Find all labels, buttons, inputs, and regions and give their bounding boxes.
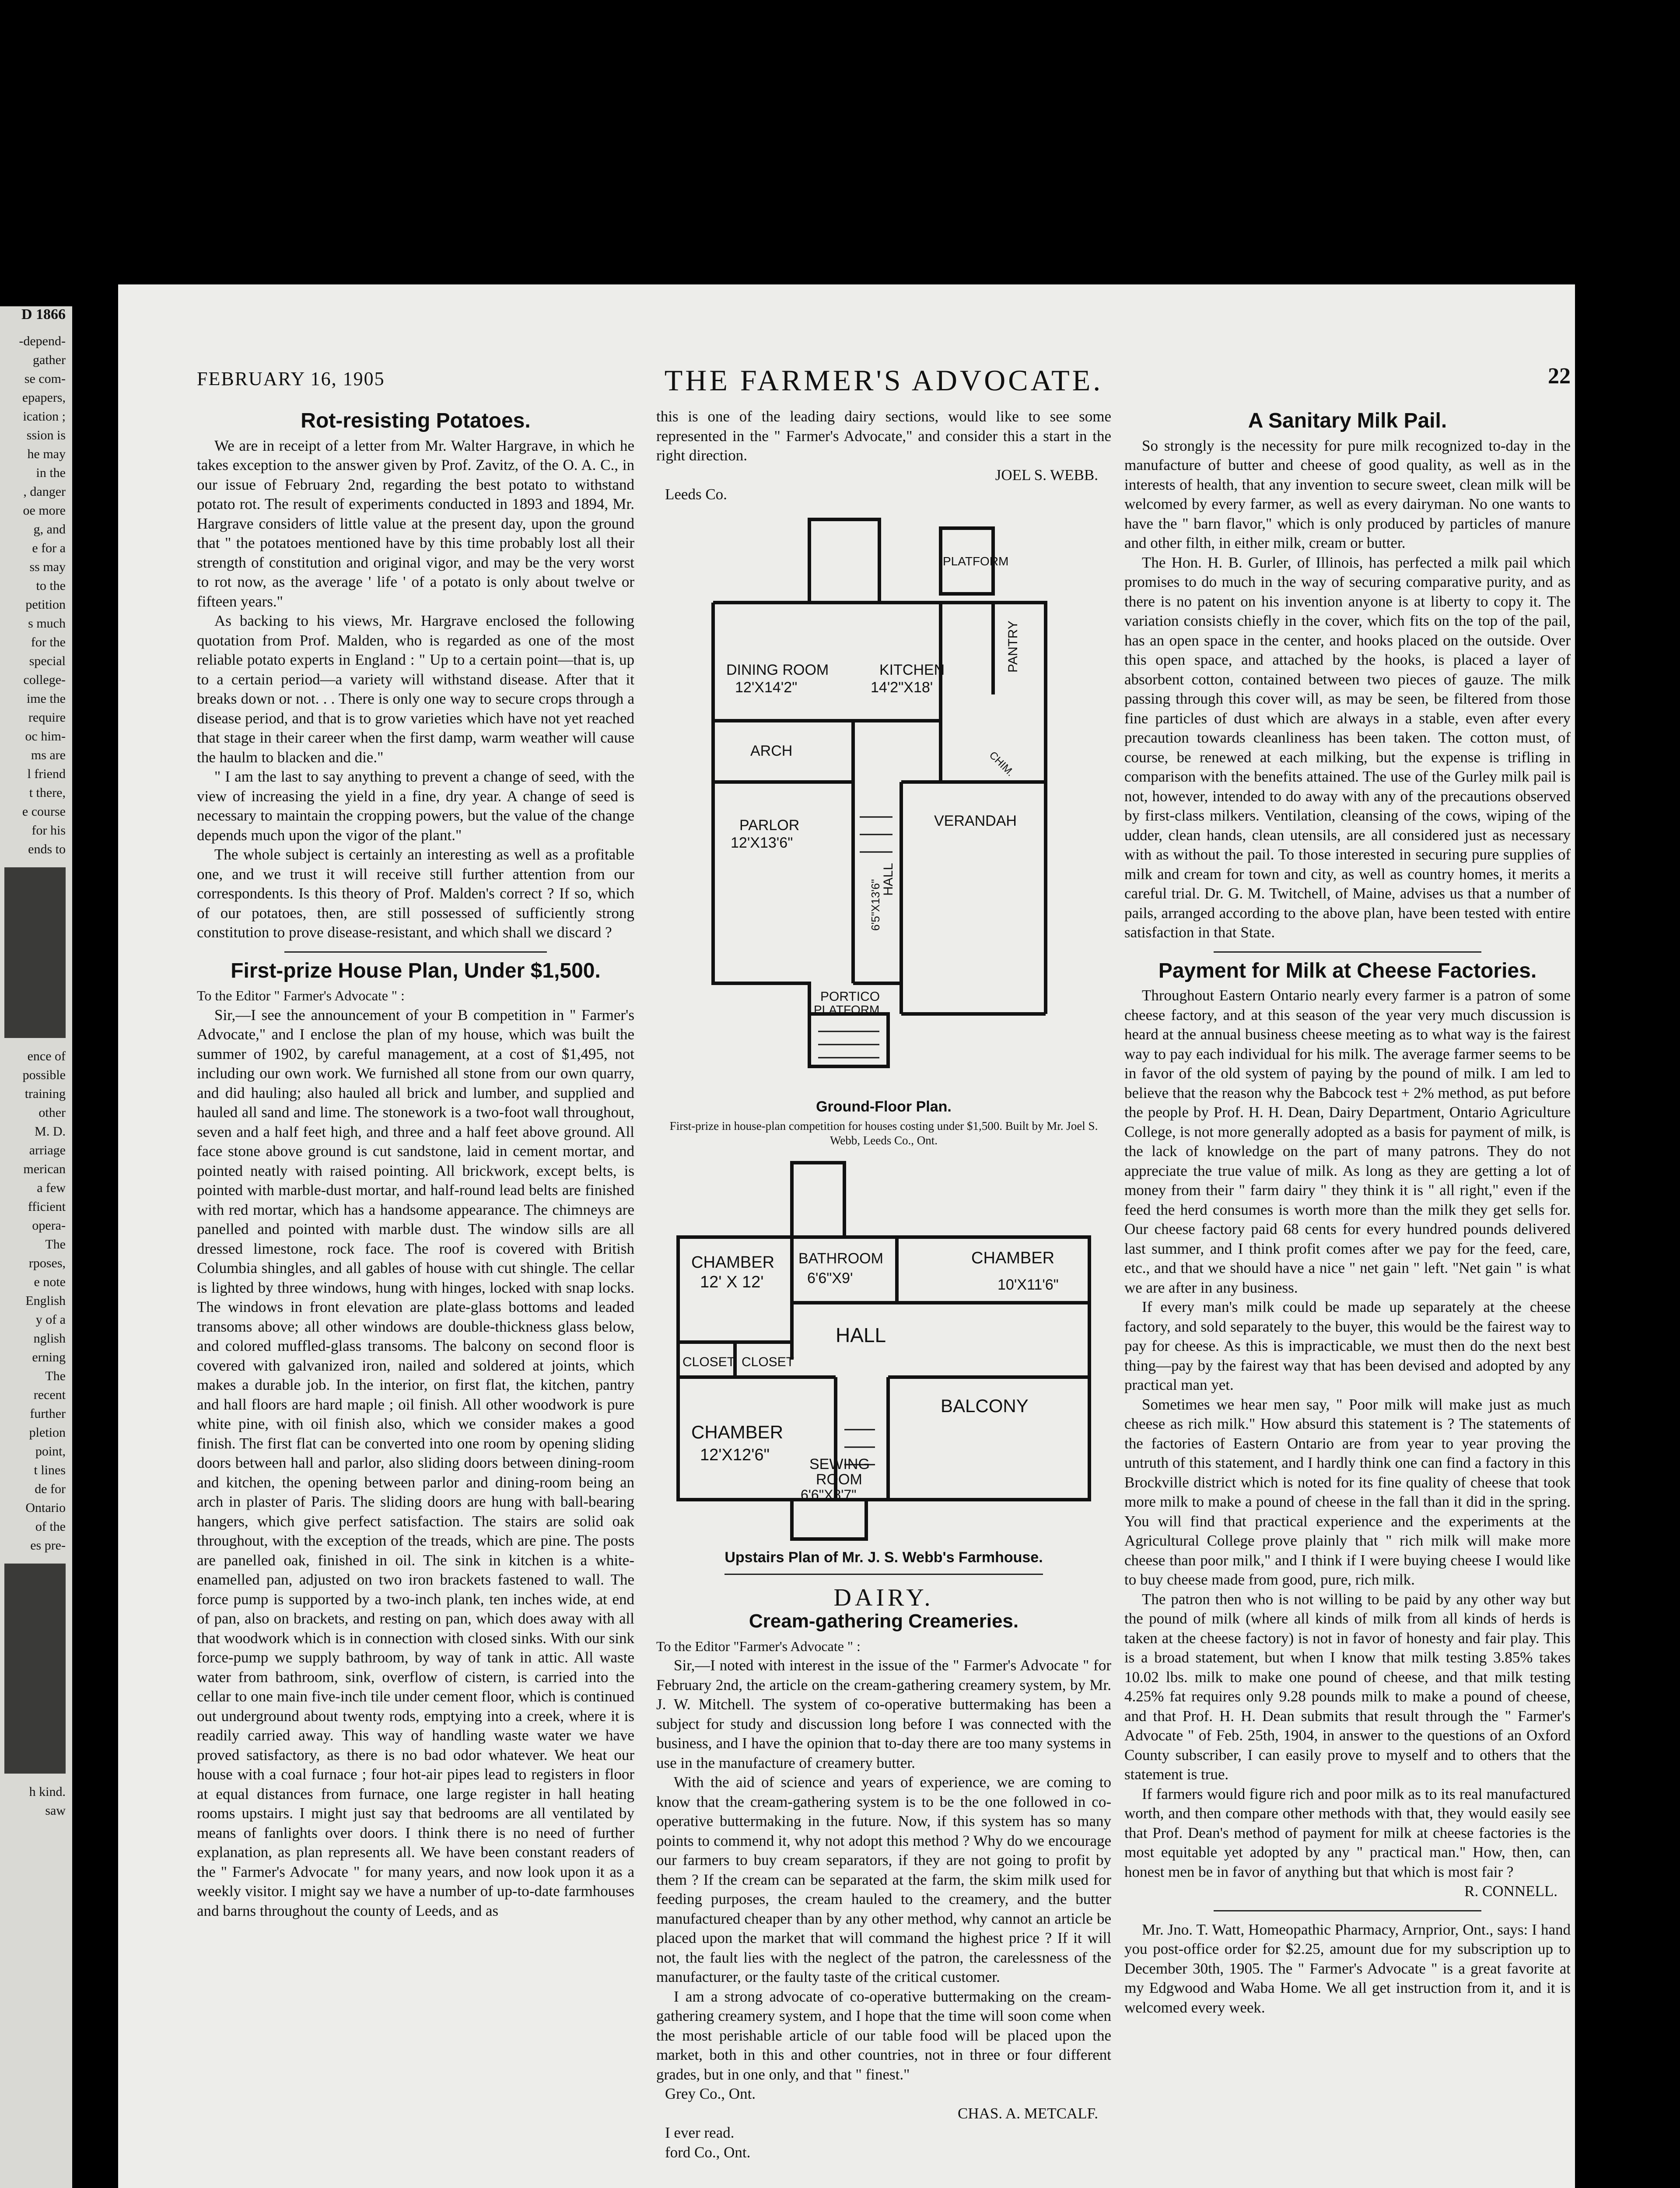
left-page-line: ss may <box>29 560 66 574</box>
left-page-line: in the <box>36 466 66 480</box>
article-paragraph: We are in receipt of a letter from Mr. Walter Hargrave, in which he takes exception to the answer given by Prof. Zavitz, of the O. A. C., in our issue of February 2nd, regarding the best potato to withstand potato rot. The result of experiments conducted in 1893 and 1894, Mr. Hargrave considers of little value at the present day, upon the ground that " the potatoes mentioned have by this time probably lost all their strength of constitution and original vigor, and may be the very worst to rot now, as the average ' life ' of a potato is only about twelve or fifteen years." <box>197 437 634 610</box>
headline-rot-resisting-potatoes: Rot-resisting Potatoes. <box>301 409 531 432</box>
article-paragraph: this is one of the leading dairy sections, would like to see some represented in the " Farmer's Advocate," and consider this a start in the right direction. <box>656 408 1111 464</box>
left-page-line: t there, <box>29 785 66 800</box>
masthead-title: THE FARMER'S ADVOCATE. <box>664 364 1103 397</box>
room-label: ARCH <box>750 742 793 759</box>
issue-date: FEBRUARY 16, 1905 <box>197 368 385 389</box>
left-page-line: nglish <box>33 1331 66 1346</box>
left-page-line: college- <box>23 673 66 687</box>
letter-place: I ever read. <box>665 2124 735 2141</box>
testimonial-paragraph: Mr. Jno. T. Watt, Homeopathic Pharmacy, Arnprior, Ont., says: I hand you post-office order for $2.25, amount due for my subscription up to December 30th, 1905. The " Farmer's Advocate " is a great favorite at my Edgwood and Waba Home. We all get instruction from it, and it is welcomed every week. <box>1124 1921 1571 2016</box>
left-page-photo-2 <box>4 1564 66 1774</box>
plan-note: First-prize in house-plan competition for houses costing under $1,500. Built by Mr. Joel S. Webb, Leeds Co., Ont. <box>669 1119 1098 1147</box>
room-dimension: 10'X11'6" <box>998 1276 1059 1293</box>
left-page-line: merican <box>23 1162 66 1176</box>
left-page-line: e for a <box>32 541 66 555</box>
left-page-line: The <box>45 1369 66 1383</box>
article-paragraph: So strongly is the necessity for pure milk recognized to-day in the manufacture of butter and cheese of good quality, as well as in the interests of health, that any invention to secure sweet, clean milk will be welcomed by every farmer, as well as every dairyman. No one wants to have the " barn flavor," which is only produced by particles of manure and other filth, in either milk, cream or butter. <box>1124 437 1571 551</box>
letter-signature: R. CONNELL. <box>1464 1883 1558 1900</box>
left-page-line: ication ; <box>23 409 66 424</box>
left-page-line: ends to <box>28 842 66 856</box>
left-page-line: recent <box>33 1388 66 1402</box>
article-paragraph: Sir,—I see the announcement of your B competition in " Farmer's Advocate," and I enclose the plan of my house, which was built the summer of 1902, by careful management, at a cost of $1,495, not including our own work. We furnished all stone from our own quarry, and did hauling; also hauled all brick and lumber, and supplied and hauled all sand and lime. The stonework is a two-foot wall throughout, seven and a half feet high, and three and a half feet above ground. All face stone above ground is cut sandstone, laid in cement mortar, and pointed neatly with raised pointing. All brickwork, except belts, is pointed with marble-dust mortar, and half-round lead belts are finished with red mortar, which has a handsome appearance. The chimneys are panelled and pointed with marble dust. The window sills are all dressed limestone, rock face. The roof is covered with British Columbia shingles, and all gables of house with cut shingle. The cellar is lighted by three windows, hung with hinges, locked with snap locks. The windows in front elevation are plate-glass bottoms and leaded transoms above; all other windows are double-thickness glass below, and colored muffled-glass transoms. The balcony on second floor is covered with galvanized iron, nailed and soldered at joints, which makes a durable job. In the interior, on first flat, the kitchen, pantry and hall floors are hard maple ; oil finish. All other woodwork is pure white pine, with oil finish also, which we consider makes a good finish. The first flat can be converted into one room by opening sliding doors between hall and parlor, also sliding doors between dining-room and kitchen, the opening between parlor and dining-room being an arch in plaster of Paris. The sliding doors are hung with ball-bearing hangers, which give perfect satisfaction. The stairs are solid oak throughout, with the exception of the treads, which are pine. The posts are panelled oak, finished in oil. The sink in kitchen is a white-enamelled pan, adjusted on two iron brackets fastened to wall. The force pump is supported by a two-inch plank, ten inches wide, at end of pan, also on brackets, and resting on pan, which does away with all that woodwork which is in connection with closed sinks. With our sink force-pump we supply bathroom, by way of tank in attic. All waste water from bathroom, sink, overflow of cistern, is carried into the cellar to one main five-inch tile under cement floor, which is continued out underground about twenty rods, emptying into a creek, where it is readily carried away. This way of handling waste water we have proved satisfactory, as there is no bad odor whatever. We heat our house with a coal furnace ; four hot-air pipes lead to registers in floor at equal distances from furnace, one large register in hall heating rooms upstairs. I might just say that bedrooms are all ventilated by means of fanlights over doors. I think there is no need of further explanation, as plan represents all. We have been constant readers of the " Farmer's Advocate " for many years, and now look upon it as a weekly visitor. I might say we have a number of up-to-date farmhouses and barns throughout the county of Leeds, and as <box>197 1006 634 1919</box>
article-paragraph: Throughout Eastern Ontario nearly every farmer is a patron of some cheese factory, and at this season of the year very much discussion is heard at the annual business cheese meeting as to what way is the fairest way to pay each individual for his milk. The average farmer seems to be in favor of the old system of paying by the pound of milk. I am led to believe that the reason why the Babcock test + 2% method, as put before the people by Prof. H. H. Dean, Dairy Department, Ontario Agriculture College, is not more generally adopted as a basis for payment of milk, is the lack of knowledge on the part of many patrons. They do not appreciate the true value of milk. As long as they are getting a lot of money from their " farm dairy " they think it is " all right," even if the feed the herd consumes is worth more than the milk they get sells for. Our cheese factory paid 68 cents for every hundred pounds delivered last summer, and I think profit comes after we pay for the feed, care, etc., and that we should have a nice " net gain " left. "Net gain " is what we are after in any business. <box>1124 987 1571 1296</box>
upstairs-plan-drawing <box>669 1158 1098 1543</box>
left-page-text-bottom <box>0 1782 72 1820</box>
left-page-header: D 1866 <box>21 306 66 323</box>
letter-signature: CHAS. A. METCALF. <box>958 2104 1098 2122</box>
left-page-fragment <box>0 306 72 2188</box>
left-page-line: he may <box>27 447 66 461</box>
section-divider <box>1214 1910 1481 1911</box>
room-label: SEWING <box>809 1456 870 1473</box>
ground-floor-plan-drawing <box>687 511 1081 1093</box>
room-label: CLOSET <box>682 1355 735 1369</box>
room-label: PARLOR <box>739 817 800 834</box>
section-divider <box>284 951 547 953</box>
column-2 <box>656 407 1111 2162</box>
room-dimension: 12'X12'6" <box>700 1446 770 1464</box>
left-page-line: s much <box>28 616 66 631</box>
headline-sanitary-milk-pail: A Sanitary Milk Pail. <box>1248 409 1447 432</box>
room-label: CHAMBER <box>691 1253 775 1272</box>
article-paragraph: If every man's milk could be made up separately at the cheese factory, and sold separately to the buyer, this would be the fairest way to pay for cheese. As this is impracticable, we must then do the next best thing—pay by the fairest way that has been devised and adopted by any practical man yet. <box>1124 1298 1571 1393</box>
left-page-line: saw <box>45 1803 66 1818</box>
left-page-line: e note <box>34 1275 66 1289</box>
left-page-line: , danger <box>23 484 66 499</box>
left-page-line: de for <box>35 1482 66 1496</box>
left-page-line: rposes, <box>28 1256 66 1270</box>
article-paragraph: Sometimes we hear men say, " Poor milk will make just as much cheese as rich milk." How absurd this statement is ? The statements of the factories of Eastern Ontario are from year to year proving the untruth of this statement, and I hardly think one can find a factory in this Brockville district which is noted for its fine quality of cheese that took more milk to make a pound of cheese in the fall than it did in the spring. You will find that practical experience and the experiments at the Agricultural College prove plainly that " rich milk will make more cheese than poor milk," and I think if I were buying cheese I would like to buy cheese made from good, pure, rich milk. <box>1124 1396 1571 1588</box>
left-page-line: e course <box>22 804 66 819</box>
room-dimension: 14'2"X18' <box>871 679 933 696</box>
plan-caption: Ground-Floor Plan. <box>816 1098 952 1115</box>
room-label: DINING ROOM <box>726 661 829 678</box>
left-page-line: gather <box>33 353 66 367</box>
left-page-line: training <box>24 1087 66 1101</box>
left-page-line: t lines <box>34 1463 66 1477</box>
headline-first-prize-house-plan: First-prize House Plan, Under $1,500. <box>231 959 601 982</box>
left-page-line: to the <box>36 579 66 593</box>
left-page-line: pletion <box>29 1425 66 1440</box>
left-page-line: opera- <box>32 1218 66 1233</box>
left-page-line: erning <box>32 1350 66 1364</box>
room-label: CHAMBER <box>691 1422 784 1442</box>
left-page-line: l friend <box>27 767 66 781</box>
room-label: HALL <box>836 1324 886 1346</box>
room-label: PLATFORM <box>814 1003 880 1017</box>
room-label: ROOM <box>816 1471 862 1488</box>
page-header <box>197 363 1571 398</box>
upstairs-plan <box>656 1158 1111 1567</box>
left-page-line: point, <box>35 1444 66 1459</box>
left-page-line: English <box>25 1294 66 1308</box>
letter-place: ford Co., Ont. <box>665 2143 751 2161</box>
article-paragraph: Sir,—I noted with interest in the issue of the " Farmer's Advocate " for February 2nd, the article on the cream-gathering creamery system, by Mr. J. W. Mitchell. The system of co-operative buttermaking has been a subject for study and discussion long before I was connected with the business, and I have the opinion that to-day there are too many systems in use in the manufacture of creamery butter. <box>656 1657 1111 1771</box>
left-page-line: ssion is <box>26 428 66 442</box>
left-page-line: epapers, <box>22 390 66 405</box>
left-page-line: -depend- <box>19 334 66 348</box>
article-paragraph: If farmers would figure rich and poor milk as to its real manufactured worth, and then compare other methods with that, they would easily see that Prof. Dean's method of payment for milk at cheese factories is the most equitable yet adopted by any " practical man." How, then, can honest men be in favor of anything but that which is most fair ? <box>1124 1785 1571 1880</box>
room-label: HALL <box>881 863 896 896</box>
left-page-line: ime the <box>26 691 66 706</box>
room-label: KITCHEN <box>879 661 945 678</box>
room-dimension: 12' X 12' <box>700 1273 764 1291</box>
section-divider <box>1214 951 1481 953</box>
room-dimension: 12'X14'2" <box>735 679 798 696</box>
left-page-line: se com- <box>24 372 66 386</box>
left-page-line: of the <box>35 1519 66 1534</box>
room-label: VERANDAH <box>934 812 1017 829</box>
left-page-line: a few <box>37 1181 66 1195</box>
room-label: CHIM. <box>987 749 1016 778</box>
left-page-line: for his <box>32 823 66 838</box>
room-label: PANTRY <box>1006 620 1020 673</box>
room-label: CLOSET <box>742 1355 794 1369</box>
headline-payment-for-milk: Payment for Milk at Cheese Factories. <box>1158 959 1537 982</box>
left-page-line: ms are <box>31 748 66 762</box>
ground-floor-plan <box>656 511 1111 1148</box>
left-page-line: es pre- <box>30 1538 66 1553</box>
left-page-line: for the <box>31 635 66 649</box>
letter-salutation: To the Editor " Farmer's Advocate " : <box>197 988 405 1003</box>
room-dimension: 12'X13'6" <box>731 834 793 851</box>
article-paragraph: As backing to his views, Mr. Hargrave enclosed the following quotation from Prof. Malden, who is regarded as one of the most reliable potato experts in England : " Up to a certain point—that is, up to a certain period—a variety will withstand disease. After that it breaks down or not. . . There is only one way to secure crops through a disease period, and that is to grow varieties which have not yet reached that stage in their career when the first damp, warm weather will cause the haulm to blacken and die." <box>197 612 634 766</box>
left-page-line: h kind. <box>29 1785 66 1799</box>
plan-caption: Upstairs Plan of Mr. J. S. Webb's Farmhouse. <box>724 1549 1043 1566</box>
column-1 <box>197 407 634 1921</box>
newspaper-page <box>118 284 1575 2188</box>
letter-signature: JOEL S. WEBB. <box>995 466 1098 484</box>
left-page-line: g, and <box>33 522 66 536</box>
left-page-line: possible <box>22 1068 66 1082</box>
left-page-line: require <box>28 710 66 725</box>
left-page-line: Ontario <box>25 1501 66 1515</box>
room-dimension: 6'5"X13'6" <box>869 879 882 931</box>
left-page-line: The <box>45 1237 66 1252</box>
left-page-line: arriage <box>29 1143 66 1157</box>
left-page-photo-1 <box>4 867 66 1038</box>
article-paragraph: The whole subject is certainly an interesting as well as a profitable one, and we trust it will receive still further attention from our correspondents. Is this theory of Prof. Malden's correct ? If so, which of our potatoes, then, are still possessed of sufficiently strong constitution to prove disease-resistant, and which shall we discard ? <box>197 846 634 941</box>
left-page-line: M. D. <box>35 1124 66 1139</box>
article-paragraph: The patron then who is not willing to be paid by any other way but the pound of milk (where all kinds of milk from all kinds of herds is taken at the cheese factory) is not in favor of honesty and fair play. This is a broad statement, but when I know that milk testing 3.85% takes 10.02 lbs. milk to make one pound of cheese, and that milk testing 4.25% fat requires only 9.28 pounds milk to make a pound of cheese, and that Prof. H. H. Dean submits that result through the " Farmer's Advocate " of Feb. 25th, 1904, in answer to the questions of an Oxford County subscriber, I can easily prove to myself and to others that the statement is true. <box>1124 1590 1571 1783</box>
article-paragraph: I am a strong advocate of co-operative buttermaking on the cream-gathering creamery system, and I hope that the time will soon come when the most perishable article of our table food will be placed upon the market, both in this and other countries, not in three or four different grades, but in one only, and that " finest." <box>656 1988 1111 2083</box>
left-page-line: petition <box>25 597 66 612</box>
letter-place: Leeds Co. <box>665 486 727 503</box>
letter-place: Grey Co., Ont. <box>665 2085 756 2102</box>
room-label: BATHROOM <box>798 1250 883 1267</box>
room-label: PLATFORM <box>943 554 1009 568</box>
room-label: PORTICO <box>820 989 880 1004</box>
room-label: BALCONY <box>941 1396 1029 1416</box>
headline-cream-gathering-creameries: Cream-gathering Creameries. <box>749 1610 1019 1632</box>
left-page-line: further <box>30 1406 66 1421</box>
article-paragraph: The Hon. H. B. Gurler, of Illinois, has perfected a milk pail which promises to do much in the way of securing comparative purity, and as there is no patent on his invention anyone is at liberty to copy it. The variation consists chiefly in the cover, which fits on the top of the pail, has an open space in the center, and hooks placed on the outside. Over this open space, and attached by the hooks, is placed a layer of absorbent cotton, contained between two pieces of gauze. The milk passing through this cover will, as may be seen, be filtered from those fine particles of dust which are always in a stable, even after every precaution towards cleanliness has been taken. The cotton must, of course, be renewed at each milking, but the expense is trifling in comparison with the benefits attained. The use of the Gurley milk pail is not, however, intended to do away with any of the precautions observed by first-class milkers. Ventilation, cleansing of the cows, wiping of the udder, clean hands, clean utensils, are all considered just as necessary with as without the pail. To those interested in securing pure supplies of milk and cream for town and city, as well as country homes, it merits a careful trial. Dr. G. M. Twitchell, of Maine, advises us that a number of pails, arranged according to the above plan, have been tested with entire satisfaction in that State. <box>1124 554 1571 941</box>
letter-salutation: To the Editor "Farmer's Advocate " : <box>656 1638 861 1654</box>
room-label: CHAMBER <box>971 1249 1055 1267</box>
left-page-text-top <box>0 332 72 859</box>
left-page-text-mid <box>0 1047 72 1555</box>
left-page-line: oc him- <box>25 729 66 743</box>
article-paragraph: " I am the last to say anything to prevent a change of seed, with the view of increasing the yield in a fine, dry year. A change of seed is necessary to maintain the cropping powers, but the value of the change depends much upon the vigor of the plant." <box>197 768 634 844</box>
room-dimension: 6'6"X9' <box>807 1270 853 1287</box>
left-page-line: oe more <box>23 503 66 518</box>
page-number: 22 <box>1548 364 1571 389</box>
left-page-line: special <box>29 654 66 668</box>
left-page-line: ence of <box>27 1049 66 1063</box>
department-rule <box>724 1574 1043 1575</box>
column-3 <box>1124 407 1571 2017</box>
room-dimension: 6'6"X8'7" <box>801 1487 857 1503</box>
left-page-line: other <box>38 1105 66 1120</box>
department-heading-dairy: DAIRY. <box>833 1584 934 1611</box>
left-page-line: fficient <box>28 1199 66 1214</box>
article-paragraph: With the aid of science and years of experience, we are coming to know that the cream-gathering system is to be the one followed in co-operative buttermaking in the future. Now, if this system has so many points to commend it, why not adopt this method ? Why do we encourage our farmers to buy cream separators, if they are not going to profit by them ? If the cream can be separated at the farm, the skim milk used for feeding purposes, the cream hauled to the creamery, and the butter manufactured cheaper than by any other method, why cannot an article be placed upon the market that will command the highest price ? If it will not, the fault lies with the neglect of the patron, the carelessness of the manufacturer, or the faulty taste of the critical customer. <box>656 1774 1111 1985</box>
left-page-line: y of a <box>35 1312 66 1327</box>
